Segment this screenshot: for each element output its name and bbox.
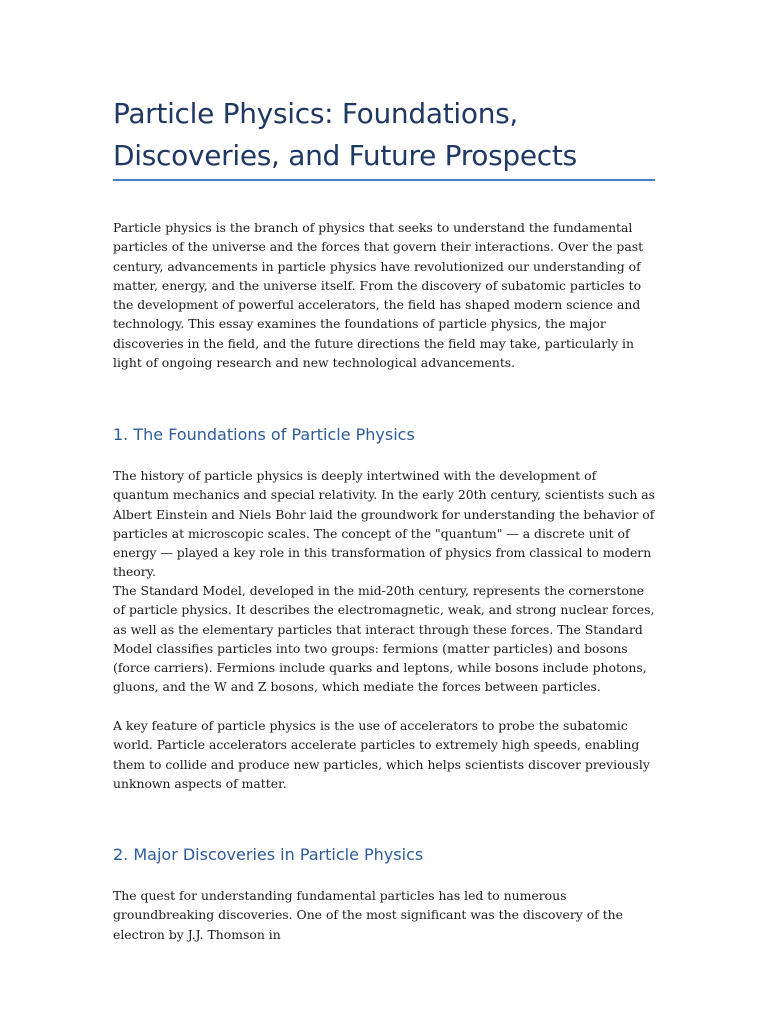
- section-1-paragraph-3: A key feature of particle physics is the use of accelerators to probe the subatomic world. Particle accelerators accelerate particles to extremely high speeds, enabling them to collide and produce new particles, which helps scientists discover previously unknown aspects of matter.: [113, 718, 650, 791]
- section-1-heading: 1. The Foundations of Particle Physics: [113, 425, 415, 444]
- intro-paragraph: Particle physics is the branch of physics that seeks to understand the fundamental particles of the universe and the forces that govern their interactions. Over the past century, advancements in particle physics have revolutionized our understanding of matter, energy, and the universe itself. From the discovery of subatomic particles to the development of powerful accelerators, the field has shaped modern science and technology. This essay examines the foundations of particle physics, the major discoveries in the field, and the future directions the field may take, particularly in light of ongoing research and new technological advancements.: [113, 220, 644, 371]
- document-title: [113, 93, 655, 177]
- section-1-paragraph-2: The Standard Model, developed in the mid-20th century, represents the cornerstone of particle physics. It describes the electromagnetic, weak, and strong nuclear forces, as well as the elementary particles that interact through these forces. The Standard Model classifies particles into two groups: fermions (matter particles) and bosons (force carriers). Fermions include quarks and leptons, while bosons include photons, gluons, and the W and Z bosons, which mediate the forces between particles.: [113, 583, 655, 695]
- section-1-paragraph-1: The history of particle physics is deeply intertwined with the development of quantum mechanics and special relativity. In the early 20th century, scientists such as Albert Einstein and Niels Bohr laid the groundwork for understanding the behavior of particles at microscopic scales. The concept of the "quantum" — a discrete unit of energy — played a key role in this transformation of physics from classical to modern theory.: [113, 468, 655, 580]
- title-line-2: Discoveries, and Future Prospects: [113, 139, 577, 172]
- section-2-paragraph-1: The quest for understanding fundamental particles has led to numerous groundbreaking discoveries. One of the most significant was the discovery of the electron by J.J. Thomson in: [113, 888, 623, 942]
- title-underline-rule: [113, 179, 655, 181]
- title-line-1: Particle Physics: Foundations,: [113, 97, 519, 130]
- section-2-heading: 2. Major Discoveries in Particle Physics: [113, 845, 424, 864]
